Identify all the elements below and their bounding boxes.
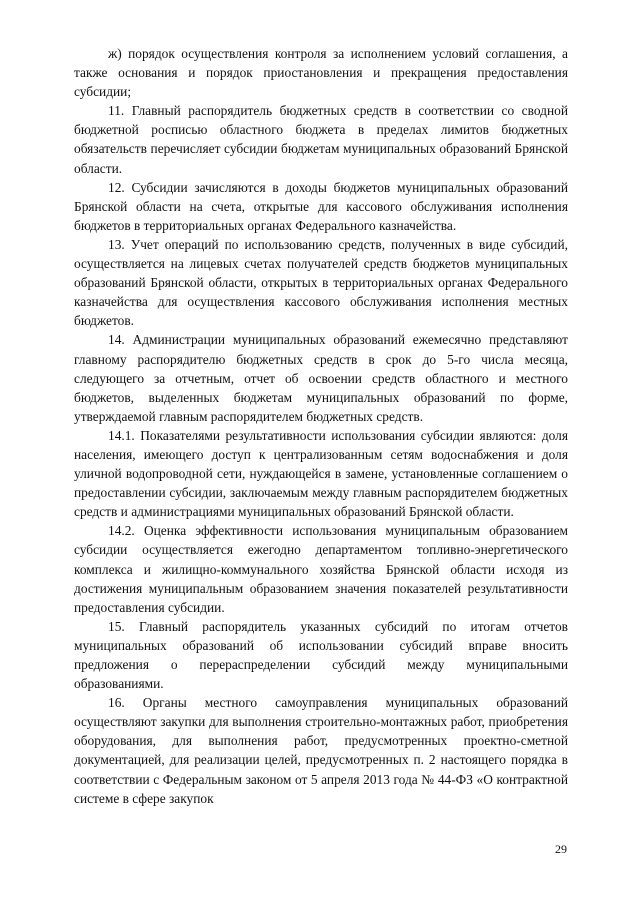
paragraph-16: 16. Органы местного самоуправления муниципальных образований осуществляют закупки для выполнения строительно-монтажных работ, приобретения оборудования, для выполнения работ, предусмотренных проектно-сметной документацией, для реализации целей, предусмотренных п. 2 настоящего порядка в соответствии с Федеральным законом от 5 апреля 2013 года № 44-ФЗ «О контрактной системе в сфере закупок xyxy=(74,695,568,806)
paragraph-14-2: 14.2. Оценка эффективности использования муниципальным образованием субсидии осуществляется ежегодно департаментом топливно-энергетического комплекса и жилищно-коммунального хозяйства Брянской области исходя из достижения муниципальным образованием значения показателей результативности предоставления субсидии. xyxy=(74,523,568,615)
body-text xyxy=(74,44,568,808)
paragraph-15: 15. Главный распорядитель указанных субсидий по итогам отчетов муниципальных образований об использовании субсидий вправе вносить предложения о перераспределении субсидий между муниципальными образованиями. xyxy=(74,618,568,692)
page-number: 29 xyxy=(555,842,567,856)
paragraph-14-1: 14.1. Показателями результативности использования субсидии являются: доля населения, имеющего доступ к централизованным сетям водоснабжения и доля уличной водопроводной сети, нуждающейся в замене, установленные соглашением о предоставлении субсидии, заключаемым между главным распорядителем бюджетных средств и администрациями муниципальных образований Брянской области. xyxy=(74,427,568,520)
paragraph-11: 11. Главный распорядитель бюджетных средств в соответствии со сводной бюджетной росписью областного бюджета в пределах лимитов бюджетных обязательств перечисляет субсидии бюджетам муниципальных образований Брянской области. xyxy=(74,103,568,176)
paragraph-12: 12. Субсидии зачисляются в доходы бюджетов муниципальных образований Брянской области на счета, открытые для кассового обслуживания исполнения бюджетов в территориальных органах Федерального казначейства. xyxy=(74,179,568,233)
paragraph-item-zh: ж) порядок осуществления контроля за исполнением условий соглашения, а также основания и порядок приостановления и прекращения предоставления субсидии; xyxy=(74,46,568,100)
paragraph-14: 14. Администрации муниципальных образований ежемесячно представляют главному распорядителю бюджетных средств в срок до 5-го числа месяца, следующего за отчетным, отчет об освоении средств областного и местного бюджетов, выделенных бюджетам муниципальных образований по форме, утверждаемой главным распорядителем бюджетных средств. xyxy=(74,332,568,424)
paragraph-13: 13. Учет операций по использованию средств, полученных в виде субсидий, осуществляется на лицевых счетах получателей средств бюджетов муниципальных образований Брянской области, открытых в территориальных органах Федерального казначейства для осуществления кассового обслуживания исполнения местных бюджетов. xyxy=(74,236,568,329)
